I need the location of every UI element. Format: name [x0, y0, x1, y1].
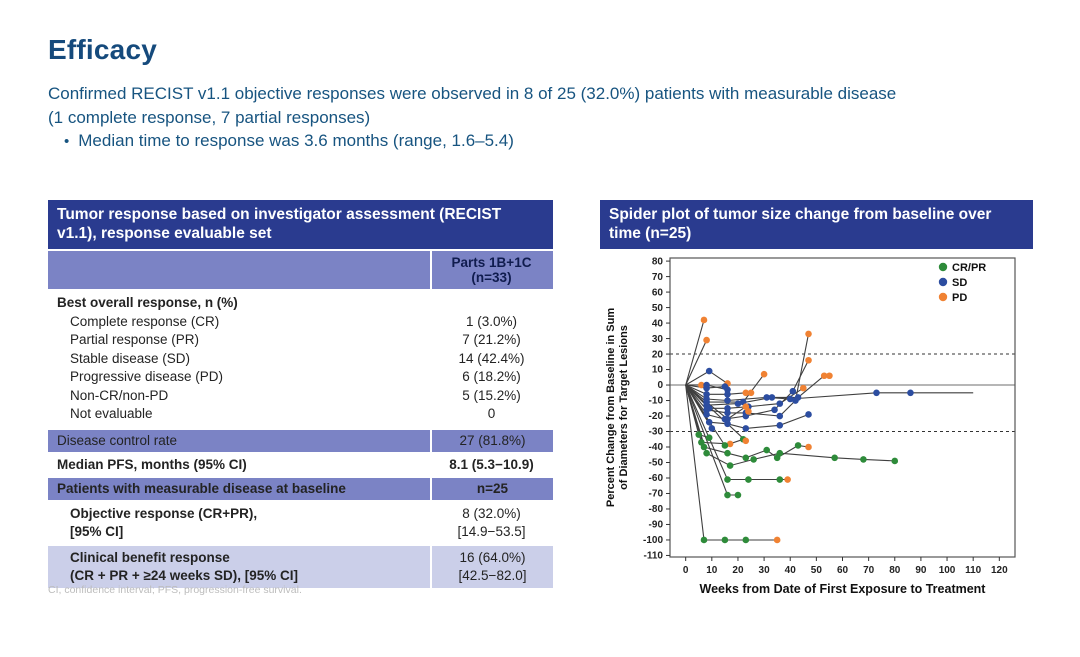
data-point-sd	[724, 391, 731, 398]
y-tick-label: -90	[648, 519, 663, 531]
x-axis-title: Weeks from Date of First Exposure to Treatment	[699, 582, 986, 596]
y-tick-label: 50	[651, 302, 663, 314]
table-row	[48, 546, 553, 588]
data-point-cr-pr	[742, 537, 749, 544]
best-overall-response-block	[48, 289, 553, 428]
data-point-sd	[776, 413, 783, 420]
table-row	[48, 454, 553, 476]
data-point-sd	[706, 368, 713, 375]
table-row	[48, 478, 553, 500]
row-label: Not evaluable	[70, 406, 153, 421]
x-tick-label: 40	[784, 565, 796, 576]
row-label: Partial response (PR)	[70, 332, 200, 347]
data-point-sd	[776, 422, 783, 429]
y-tick-label: 10	[651, 364, 663, 376]
y-axis-title-line1: Percent Change from Baseline in Sum	[605, 307, 617, 508]
data-point-sd	[776, 400, 783, 407]
data-point-cr-pr	[706, 434, 713, 441]
spider-plot	[600, 247, 1060, 619]
x-tick-label: 20	[732, 565, 744, 576]
x-tick-label: 120	[990, 565, 1008, 576]
row-value: 8.1 (5.3−10.9)	[449, 457, 534, 472]
data-point-cr-pr	[722, 537, 729, 544]
table-rows-container	[48, 430, 553, 588]
y-tick-label: -50	[648, 457, 663, 469]
y-tick-label: -70	[648, 488, 663, 500]
data-point-cr-pr	[701, 444, 708, 451]
table-line	[48, 294, 553, 313]
row-label: Stable disease (SD)	[70, 350, 191, 366]
data-point-cr-pr	[745, 476, 752, 483]
y-tick-label: -20	[648, 411, 663, 423]
data-point-sd	[709, 425, 716, 432]
data-point-pd	[774, 537, 781, 544]
x-tick-label: 80	[889, 565, 901, 576]
legend-label: SD	[952, 276, 968, 289]
data-point-cr-pr	[724, 476, 731, 483]
legend-label: PD	[952, 291, 968, 304]
x-tick-label: 50	[810, 565, 822, 576]
row-label: Median PFS, months (95% CI)	[57, 457, 247, 472]
y-tick-label: 30	[651, 333, 663, 345]
y-tick-label: 70	[651, 271, 663, 283]
legend-marker-cr-pr	[939, 263, 947, 271]
row-label: Complete response (CR)	[70, 313, 220, 329]
y-tick-label: -60	[648, 473, 663, 485]
x-tick-label: 10	[706, 565, 718, 576]
bullet-text: Median time to response was 3.6 months (range, 1.6–5.4)	[78, 131, 514, 150]
data-point-sd	[724, 397, 731, 404]
data-point-sd	[792, 397, 799, 404]
table-column-header-row	[48, 251, 553, 289]
x-tick-label: 60	[836, 565, 849, 576]
data-point-sd	[724, 416, 731, 423]
y-tick-label: -100	[642, 535, 663, 547]
y-tick-label: 0	[657, 380, 663, 392]
row-label: Objective response (CR+PR), [95% CI]	[70, 506, 258, 539]
data-point-cr-pr	[735, 492, 742, 499]
y-tick-label: -30	[648, 426, 663, 438]
row-label: Progressive disease (PD)	[70, 369, 224, 384]
data-point-pd	[748, 389, 755, 396]
y-axis-title-line2: of Diameters for Target Lesions	[618, 325, 630, 490]
row-label: Clinical benefit response (CR + PR + ≥24 weeks SD), [95% CI]	[70, 550, 298, 583]
data-point-pd	[805, 444, 812, 451]
data-point-pd	[761, 371, 768, 378]
data-point-sd	[706, 419, 713, 426]
data-point-pd	[742, 438, 749, 445]
row-label: Disease control rate	[57, 433, 178, 448]
empty-header-cell	[48, 251, 430, 289]
data-point-cr-pr	[831, 455, 838, 462]
table-line	[48, 405, 553, 424]
x-tick-label: 100	[938, 565, 956, 576]
data-point-sd	[724, 410, 731, 417]
table-row	[48, 502, 553, 544]
legend-label: CR/PR	[952, 261, 987, 274]
row-value: 27 (81.8%)	[430, 430, 553, 452]
data-point-sd	[805, 411, 812, 418]
table-line	[48, 387, 553, 406]
data-point-sd	[769, 394, 776, 401]
row-value: 0	[487, 406, 496, 421]
data-point-sd	[873, 389, 880, 396]
data-point-pd	[745, 408, 752, 415]
y-tick-label: -80	[648, 504, 663, 516]
table-line	[48, 313, 553, 332]
row-label: Best overall response, n (%)	[57, 295, 238, 310]
data-point-cr-pr	[724, 450, 731, 457]
y-tick-label: -40	[648, 442, 663, 454]
summary-line-1: Confirmed RECIST v1.1 objective responses were observed in 8 of 25 (32.0%) patients with measurable disease	[48, 84, 897, 103]
row-value: 16 (64.0%) [42.5−82.0]	[430, 546, 553, 588]
data-point-pd	[784, 476, 791, 483]
data-point-cr-pr	[860, 456, 867, 463]
data-point-cr-pr	[722, 442, 729, 449]
legend-marker-pd	[939, 293, 947, 301]
y-tick-label: 20	[651, 349, 663, 361]
row-value: 7 (21.2%)	[462, 332, 521, 347]
legend-marker-sd	[939, 278, 947, 286]
data-point-cr-pr	[703, 450, 710, 457]
footnote: CI, confidence interval; PFS, progression-free survival.	[48, 584, 302, 596]
summary-line-2: (1 complete response, 7 partial responses)	[48, 108, 371, 127]
row-value: 14 (42.4%)	[458, 350, 525, 366]
data-point-cr-pr	[724, 492, 731, 499]
row-label: Non-CR/non-PD	[70, 387, 169, 403]
x-tick-label: 30	[758, 565, 770, 576]
data-point-cr-pr	[776, 476, 783, 483]
table-line	[48, 331, 553, 350]
x-tick-label: 0	[682, 565, 689, 576]
data-point-cr-pr	[727, 462, 734, 469]
table-banner: Tumor response based on investigator assessment (RECIST v1.1), response evaluable set	[48, 200, 553, 249]
row-value: 6 (18.2%)	[462, 369, 521, 384]
row-value: 1 (3.0%)	[465, 313, 518, 329]
data-point-cr-pr	[776, 450, 783, 457]
data-point-cr-pr	[763, 447, 770, 454]
data-point-cr-pr	[695, 431, 702, 438]
row-label: Patients with measurable disease at baseline	[57, 481, 346, 496]
bullet-item	[64, 131, 514, 151]
data-point-pd	[805, 331, 812, 338]
bullet-icon: •	[64, 133, 70, 150]
data-point-pd	[800, 385, 807, 392]
tumor-response-table	[48, 200, 553, 588]
data-point-sd	[735, 400, 742, 407]
data-point-pd	[703, 337, 710, 344]
summary-text	[48, 82, 896, 130]
column-header: Parts 1B+1C (n=33)	[430, 251, 551, 289]
data-point-pd	[701, 317, 708, 324]
data-point-pd	[826, 372, 833, 379]
data-point-cr-pr	[891, 458, 898, 465]
data-point-sd	[703, 411, 710, 418]
data-point-cr-pr	[750, 456, 757, 463]
data-point-pd	[805, 357, 812, 364]
table-row	[48, 430, 553, 452]
x-tick-label: 70	[863, 565, 875, 576]
y-tick-label: -10	[648, 395, 663, 407]
data-point-sd	[703, 382, 710, 389]
row-value: n=25	[430, 478, 553, 500]
x-tick-label: 110	[965, 565, 982, 576]
data-point-cr-pr	[701, 537, 708, 544]
table-line	[48, 368, 553, 387]
table-line	[48, 350, 553, 369]
y-tick-label: 80	[651, 256, 663, 268]
data-point-sd	[742, 425, 749, 432]
data-point-cr-pr	[742, 455, 749, 462]
page-title: Efficacy	[48, 34, 157, 65]
y-tick-label: -110	[643, 550, 663, 562]
data-point-cr-pr	[795, 442, 802, 449]
row-value	[430, 294, 553, 313]
y-tick-label: 60	[651, 287, 663, 299]
row-value: 8 (32.0%) [14.9−53.5]	[457, 506, 526, 539]
x-tick-label: 90	[915, 565, 927, 576]
data-point-sd	[907, 389, 914, 396]
data-point-sd	[771, 407, 778, 414]
row-value: 5 (15.2%)	[462, 387, 521, 403]
y-tick-label: 40	[651, 318, 663, 330]
data-point-sd	[790, 388, 797, 395]
chart-banner: Spider plot of tumor size change from baseline over time (n=25)	[600, 200, 1033, 249]
